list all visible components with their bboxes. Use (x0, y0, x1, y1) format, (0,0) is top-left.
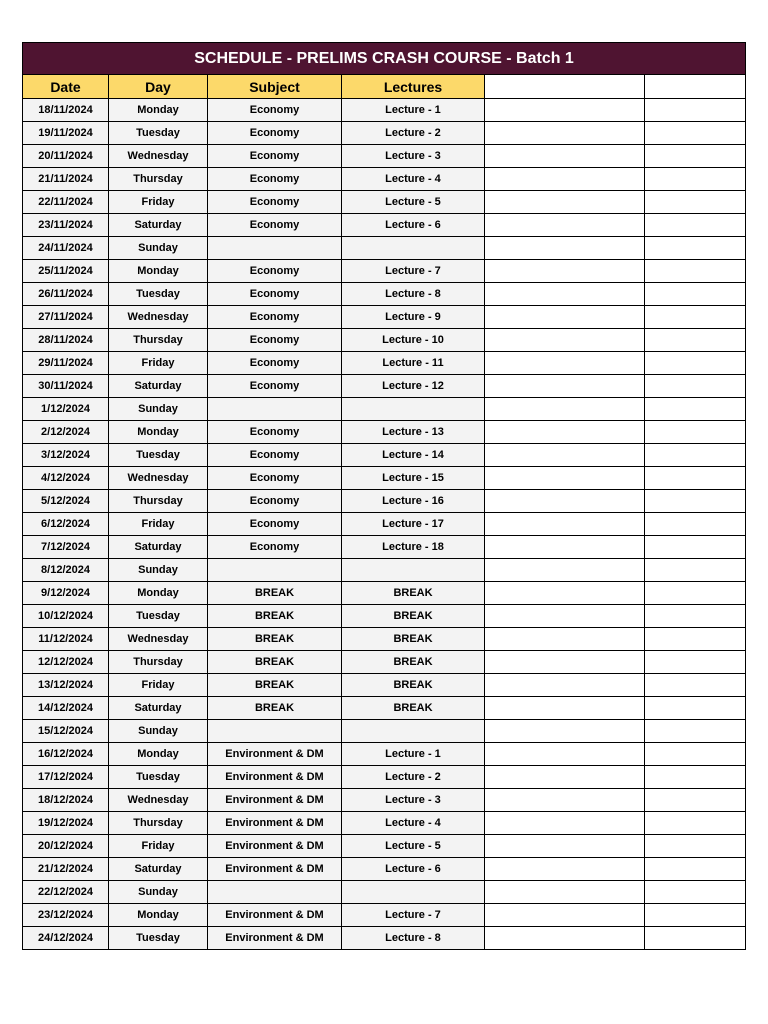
subject-cell[interactable] (208, 881, 342, 904)
subject-cell[interactable]: Environment & DM (208, 766, 342, 789)
date-cell[interactable]: 22/12/2024 (23, 881, 109, 904)
empty-cell[interactable] (645, 651, 746, 674)
table-row (23, 398, 746, 421)
lecture-cell[interactable] (342, 398, 485, 421)
empty-cell[interactable] (645, 122, 746, 145)
day-cell[interactable]: Saturday (109, 375, 208, 398)
day-cell[interactable]: Friday (109, 352, 208, 375)
lecture-cell[interactable]: BREAK (342, 651, 485, 674)
table-row (23, 927, 746, 950)
subject-cell[interactable]: Economy (208, 99, 342, 122)
day-cell[interactable]: Wednesday (109, 467, 208, 490)
empty-cell[interactable] (485, 352, 645, 375)
day-cell[interactable]: Sunday (109, 720, 208, 743)
lecture-cell[interactable]: Lecture - 17 (342, 513, 485, 536)
subject-cell[interactable]: Economy (208, 329, 342, 352)
day-cell[interactable]: Tuesday (109, 766, 208, 789)
lecture-cell[interactable]: Lecture - 10 (342, 329, 485, 352)
empty-cell[interactable] (485, 237, 645, 260)
empty-cell[interactable] (645, 927, 746, 950)
empty-cell[interactable] (485, 536, 645, 559)
lecture-cell[interactable] (342, 881, 485, 904)
lecture-cell[interactable]: Lecture - 15 (342, 467, 485, 490)
empty-cell[interactable] (485, 789, 645, 812)
empty-cell[interactable] (645, 490, 746, 513)
header-lectures[interactable]: Lectures (342, 75, 485, 99)
date-cell[interactable]: 30/11/2024 (23, 375, 109, 398)
empty-cell[interactable] (645, 697, 746, 720)
empty-cell[interactable] (485, 812, 645, 835)
date-cell[interactable]: 27/11/2024 (23, 306, 109, 329)
subject-cell[interactable]: Economy (208, 145, 342, 168)
empty-cell[interactable] (485, 651, 645, 674)
subject-cell[interactable]: BREAK (208, 674, 342, 697)
empty-cell[interactable] (645, 145, 746, 168)
day-cell[interactable]: Saturday (109, 858, 208, 881)
empty-cell[interactable] (485, 99, 645, 122)
day-cell[interactable]: Thursday (109, 651, 208, 674)
subject-cell[interactable]: Economy (208, 352, 342, 375)
empty-cell[interactable] (485, 398, 645, 421)
empty-cell[interactable] (645, 352, 746, 375)
table-row (23, 421, 746, 444)
empty-cell[interactable] (485, 490, 645, 513)
empty-cell[interactable] (645, 283, 746, 306)
day-cell[interactable]: Sunday (109, 559, 208, 582)
lecture-cell[interactable]: Lecture - 8 (342, 927, 485, 950)
date-cell[interactable]: 9/12/2024 (23, 582, 109, 605)
empty-cell[interactable] (485, 927, 645, 950)
subject-cell[interactable] (208, 398, 342, 421)
table-row (23, 260, 746, 283)
subject-cell[interactable]: Economy (208, 283, 342, 306)
date-cell[interactable]: 13/12/2024 (23, 674, 109, 697)
subject-cell[interactable]: Economy (208, 214, 342, 237)
empty-cell[interactable] (645, 99, 746, 122)
table-row (23, 835, 746, 858)
table-row (23, 237, 746, 260)
table-row (23, 605, 746, 628)
subject-cell[interactable]: Economy (208, 191, 342, 214)
date-cell[interactable]: 17/12/2024 (23, 766, 109, 789)
empty-cell[interactable] (485, 605, 645, 628)
lecture-cell[interactable]: Lecture - 6 (342, 214, 485, 237)
date-cell[interactable]: 4/12/2024 (23, 467, 109, 490)
empty-cell[interactable] (645, 398, 746, 421)
table-row (23, 375, 746, 398)
day-cell[interactable]: Saturday (109, 214, 208, 237)
empty-cell[interactable] (645, 789, 746, 812)
subject-cell[interactable]: Economy (208, 421, 342, 444)
empty-cell[interactable] (485, 743, 645, 766)
day-cell[interactable]: Sunday (109, 881, 208, 904)
date-cell[interactable]: 23/11/2024 (23, 214, 109, 237)
lecture-cell[interactable]: Lecture - 16 (342, 490, 485, 513)
empty-cell[interactable] (485, 375, 645, 398)
empty-cell[interactable] (485, 421, 645, 444)
date-cell[interactable]: 12/12/2024 (23, 651, 109, 674)
empty-cell[interactable] (485, 904, 645, 927)
date-cell[interactable]: 21/11/2024 (23, 168, 109, 191)
date-cell[interactable]: 23/12/2024 (23, 904, 109, 927)
day-cell[interactable]: Wednesday (109, 145, 208, 168)
table-row (23, 168, 746, 191)
subject-cell[interactable]: BREAK (208, 697, 342, 720)
empty-header-cell[interactable] (645, 75, 746, 99)
table-row (23, 858, 746, 881)
lecture-cell[interactable]: BREAK (342, 697, 485, 720)
date-cell[interactable]: 15/12/2024 (23, 720, 109, 743)
subject-cell[interactable] (208, 559, 342, 582)
empty-cell[interactable] (485, 720, 645, 743)
subject-cell[interactable]: BREAK (208, 582, 342, 605)
day-cell[interactable]: Sunday (109, 398, 208, 421)
subject-cell[interactable]: Economy (208, 513, 342, 536)
table-row (23, 99, 746, 122)
date-cell[interactable]: 10/12/2024 (23, 605, 109, 628)
day-cell[interactable]: Thursday (109, 168, 208, 191)
subject-cell[interactable]: Economy (208, 490, 342, 513)
empty-cell[interactable] (485, 145, 645, 168)
empty-cell[interactable] (645, 904, 746, 927)
table-row (23, 651, 746, 674)
empty-cell[interactable] (485, 766, 645, 789)
subject-cell[interactable]: Economy (208, 168, 342, 191)
date-cell[interactable]: 11/12/2024 (23, 628, 109, 651)
day-cell[interactable]: Friday (109, 674, 208, 697)
lecture-cell[interactable]: Lecture - 2 (342, 122, 485, 145)
empty-cell[interactable] (645, 168, 746, 191)
empty-cell[interactable] (485, 260, 645, 283)
empty-cell[interactable] (485, 214, 645, 237)
date-cell[interactable]: 29/11/2024 (23, 352, 109, 375)
lecture-cell[interactable]: Lecture - 9 (342, 306, 485, 329)
date-cell[interactable]: 16/12/2024 (23, 743, 109, 766)
subject-cell[interactable]: Environment & DM (208, 858, 342, 881)
empty-cell[interactable] (485, 628, 645, 651)
day-cell[interactable]: Tuesday (109, 605, 208, 628)
table-row (23, 444, 746, 467)
empty-cell[interactable] (645, 881, 746, 904)
table-row (23, 283, 746, 306)
day-cell[interactable]: Saturday (109, 697, 208, 720)
lecture-cell[interactable]: Lecture - 3 (342, 789, 485, 812)
date-cell[interactable]: 6/12/2024 (23, 513, 109, 536)
empty-cell[interactable] (485, 191, 645, 214)
empty-cell[interactable] (485, 858, 645, 881)
empty-cell[interactable] (645, 329, 746, 352)
day-cell[interactable]: Monday (109, 904, 208, 927)
table-row (23, 122, 746, 145)
table-row (23, 559, 746, 582)
sheet-title[interactable]: SCHEDULE - PRELIMS CRASH COURSE - Batch 1 (23, 43, 746, 75)
date-cell[interactable]: 14/12/2024 (23, 697, 109, 720)
empty-cell[interactable] (645, 421, 746, 444)
empty-cell[interactable] (645, 237, 746, 260)
table-row (23, 812, 746, 835)
empty-cell[interactable] (485, 674, 645, 697)
lecture-cell[interactable]: Lecture - 2 (342, 766, 485, 789)
date-cell[interactable]: 24/12/2024 (23, 927, 109, 950)
lecture-cell[interactable] (342, 237, 485, 260)
day-cell[interactable]: Thursday (109, 329, 208, 352)
empty-cell[interactable] (485, 559, 645, 582)
table-row (23, 674, 746, 697)
empty-cell[interactable] (485, 835, 645, 858)
empty-cell[interactable] (645, 582, 746, 605)
empty-cell[interactable] (645, 191, 746, 214)
day-cell[interactable]: Friday (109, 835, 208, 858)
table-row (23, 789, 746, 812)
date-cell[interactable]: 2/12/2024 (23, 421, 109, 444)
table-row (23, 214, 746, 237)
date-cell[interactable]: 18/11/2024 (23, 99, 109, 122)
lecture-cell[interactable]: Lecture - 8 (342, 283, 485, 306)
table-row (23, 628, 746, 651)
subject-cell[interactable] (208, 720, 342, 743)
empty-cell[interactable] (645, 858, 746, 881)
date-cell[interactable]: 7/12/2024 (23, 536, 109, 559)
empty-cell[interactable] (645, 536, 746, 559)
date-cell[interactable]: 20/11/2024 (23, 145, 109, 168)
empty-cell[interactable] (485, 168, 645, 191)
empty-cell[interactable] (485, 697, 645, 720)
day-cell[interactable]: Wednesday (109, 628, 208, 651)
day-cell[interactable]: Tuesday (109, 927, 208, 950)
lecture-cell[interactable] (342, 559, 485, 582)
day-cell[interactable]: Friday (109, 513, 208, 536)
day-cell[interactable]: Wednesday (109, 306, 208, 329)
empty-cell[interactable] (645, 444, 746, 467)
subject-cell[interactable]: Economy (208, 122, 342, 145)
empty-header-cell[interactable] (485, 75, 645, 99)
lecture-cell[interactable]: Lecture - 6 (342, 858, 485, 881)
date-cell[interactable]: 19/11/2024 (23, 122, 109, 145)
table-row (23, 306, 746, 329)
subject-cell[interactable]: Economy (208, 536, 342, 559)
subject-cell[interactable]: BREAK (208, 651, 342, 674)
table-row (23, 743, 746, 766)
empty-cell[interactable] (485, 283, 645, 306)
lecture-cell[interactable]: Lecture - 11 (342, 352, 485, 375)
subject-cell[interactable]: Environment & DM (208, 812, 342, 835)
lecture-cell[interactable]: Lecture - 18 (342, 536, 485, 559)
lecture-cell[interactable]: Lecture - 1 (342, 743, 485, 766)
subject-cell[interactable]: Economy (208, 306, 342, 329)
empty-cell[interactable] (485, 122, 645, 145)
day-cell[interactable]: Wednesday (109, 789, 208, 812)
table-row (23, 582, 746, 605)
lecture-cell[interactable]: BREAK (342, 582, 485, 605)
subject-cell[interactable] (208, 237, 342, 260)
empty-cell[interactable] (485, 444, 645, 467)
day-cell[interactable]: Sunday (109, 237, 208, 260)
empty-cell[interactable] (485, 467, 645, 490)
empty-cell[interactable] (645, 260, 746, 283)
date-cell[interactable]: 22/11/2024 (23, 191, 109, 214)
date-cell[interactable]: 26/11/2024 (23, 283, 109, 306)
empty-cell[interactable] (645, 720, 746, 743)
day-cell[interactable]: Monday (109, 743, 208, 766)
date-cell[interactable]: 3/12/2024 (23, 444, 109, 467)
lecture-cell[interactable]: Lecture - 4 (342, 812, 485, 835)
date-cell[interactable]: 19/12/2024 (23, 812, 109, 835)
lecture-cell[interactable]: BREAK (342, 605, 485, 628)
empty-cell[interactable] (485, 329, 645, 352)
table-row (23, 191, 746, 214)
empty-cell[interactable] (645, 628, 746, 651)
empty-cell[interactable] (645, 812, 746, 835)
date-cell[interactable]: 28/11/2024 (23, 329, 109, 352)
empty-cell[interactable] (645, 766, 746, 789)
date-cell[interactable]: 5/12/2024 (23, 490, 109, 513)
subject-cell[interactable]: Environment & DM (208, 743, 342, 766)
empty-cell[interactable] (645, 605, 746, 628)
empty-cell[interactable] (645, 513, 746, 536)
day-cell[interactable]: Tuesday (109, 122, 208, 145)
empty-cell[interactable] (485, 306, 645, 329)
day-cell[interactable]: Thursday (109, 490, 208, 513)
subject-cell[interactable]: Economy (208, 444, 342, 467)
lecture-cell[interactable]: BREAK (342, 674, 485, 697)
date-cell[interactable]: 18/12/2024 (23, 789, 109, 812)
table-row (23, 697, 746, 720)
header-subject[interactable]: Subject (208, 75, 342, 99)
subject-cell[interactable]: Environment & DM (208, 789, 342, 812)
table-row (23, 904, 746, 927)
lecture-cell[interactable]: BREAK (342, 628, 485, 651)
day-cell[interactable]: Saturday (109, 536, 208, 559)
empty-cell[interactable] (485, 513, 645, 536)
lecture-cell[interactable]: Lecture - 7 (342, 904, 485, 927)
day-cell[interactable]: Friday (109, 191, 208, 214)
lecture-cell[interactable]: Lecture - 3 (342, 145, 485, 168)
day-cell[interactable]: Tuesday (109, 283, 208, 306)
empty-cell[interactable] (645, 743, 746, 766)
lecture-cell[interactable]: Lecture - 7 (342, 260, 485, 283)
table-row (23, 329, 746, 352)
header-date[interactable]: Date (23, 75, 109, 99)
empty-cell[interactable] (645, 306, 746, 329)
subject-cell[interactable]: Environment & DM (208, 904, 342, 927)
empty-cell[interactable] (645, 835, 746, 858)
subject-cell[interactable]: Economy (208, 375, 342, 398)
date-cell[interactable]: 20/12/2024 (23, 835, 109, 858)
table-row (23, 352, 746, 375)
lecture-cell[interactable] (342, 720, 485, 743)
schedule-table (22, 42, 746, 950)
lecture-cell[interactable]: Lecture - 1 (342, 99, 485, 122)
date-cell[interactable]: 24/11/2024 (23, 237, 109, 260)
header-row (23, 75, 746, 99)
title-row (23, 43, 746, 75)
subject-cell[interactable]: Economy (208, 260, 342, 283)
empty-cell[interactable] (485, 582, 645, 605)
empty-cell[interactable] (485, 881, 645, 904)
day-cell[interactable]: Monday (109, 260, 208, 283)
table-row (23, 720, 746, 743)
table-row (23, 145, 746, 168)
lecture-cell[interactable]: Lecture - 5 (342, 835, 485, 858)
day-cell[interactable]: Thursday (109, 812, 208, 835)
subject-cell[interactable]: Environment & DM (208, 927, 342, 950)
lecture-cell[interactable]: Lecture - 14 (342, 444, 485, 467)
empty-cell[interactable] (645, 214, 746, 237)
schedule-body (23, 99, 746, 950)
day-cell[interactable]: Monday (109, 99, 208, 122)
lecture-cell[interactable]: Lecture - 13 (342, 421, 485, 444)
subject-cell[interactable]: Economy (208, 467, 342, 490)
empty-cell[interactable] (645, 467, 746, 490)
header-day[interactable]: Day (109, 75, 208, 99)
table-row (23, 766, 746, 789)
date-cell[interactable]: 21/12/2024 (23, 858, 109, 881)
date-cell[interactable]: 25/11/2024 (23, 260, 109, 283)
lecture-cell[interactable]: Lecture - 12 (342, 375, 485, 398)
subject-cell[interactable]: BREAK (208, 628, 342, 651)
empty-cell[interactable] (645, 674, 746, 697)
lecture-cell[interactable]: Lecture - 5 (342, 191, 485, 214)
schedule-sheet (22, 42, 745, 950)
empty-cell[interactable] (645, 559, 746, 582)
table-row (23, 467, 746, 490)
table-row (23, 490, 746, 513)
empty-cell[interactable] (645, 375, 746, 398)
date-cell[interactable]: 8/12/2024 (23, 559, 109, 582)
subject-cell[interactable]: Environment & DM (208, 835, 342, 858)
table-row (23, 881, 746, 904)
day-cell[interactable]: Monday (109, 421, 208, 444)
subject-cell[interactable]: BREAK (208, 605, 342, 628)
day-cell[interactable]: Monday (109, 582, 208, 605)
day-cell[interactable]: Tuesday (109, 444, 208, 467)
table-row (23, 513, 746, 536)
date-cell[interactable]: 1/12/2024 (23, 398, 109, 421)
lecture-cell[interactable]: Lecture - 4 (342, 168, 485, 191)
table-row (23, 536, 746, 559)
